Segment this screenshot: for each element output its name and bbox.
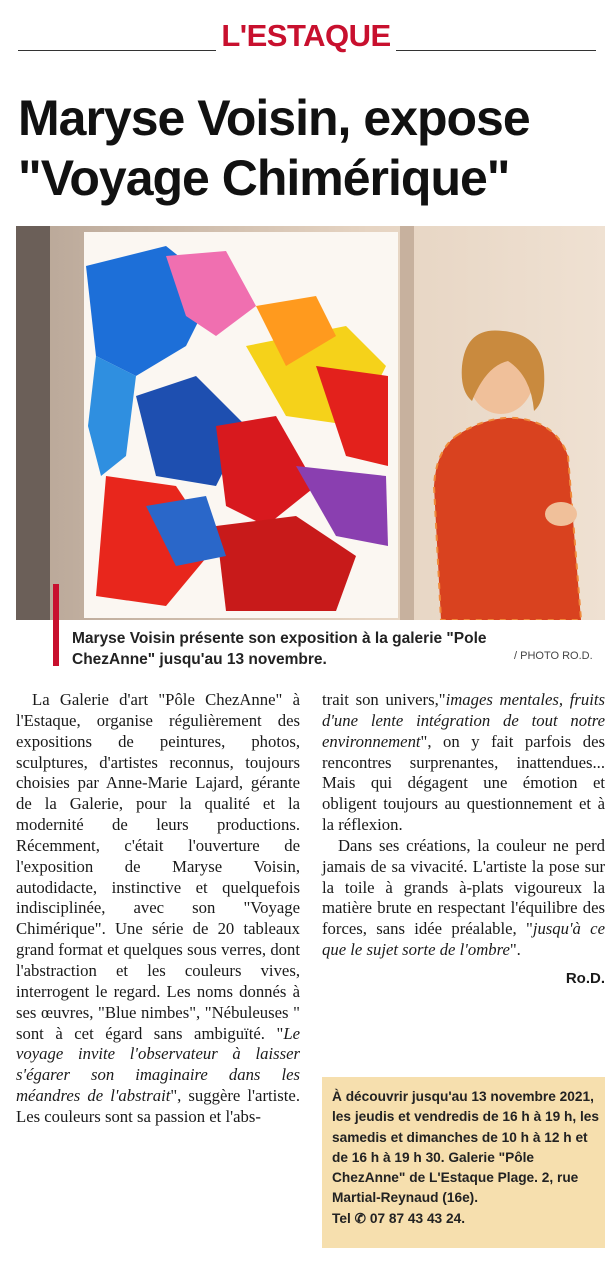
phone-icon: ✆ (354, 1210, 367, 1226)
col2-p2: Dans ses créations, la couleur ne perd jamais de sa vivacité. L'artiste la pose sur la toile à grands à-plats vigoureux la matière brute en respectant l'équilibre des forces, sans idée préalable, " (322, 835, 605, 939)
headline-line-1: Maryse Voisin, expose (18, 90, 530, 146)
info-text: À découvrir jusqu'au 13 novembre 2021, les jeudis et vendredis de 16 h à 19 h, les samedis et dimanches de 10 h à 12 h et de 16 h à 19 h 30. Galerie "Pôle ChezAnne" de L'Estaque Plage. 2, rue Martial-Reynaud (16e). (332, 1089, 600, 1206)
article-paragraph-1-cont (322, 690, 605, 836)
section-header (0, 18, 614, 68)
phone-number: 07 87 43 43 24. (369, 1210, 465, 1226)
tel-label: Tel (332, 1210, 351, 1226)
col1-end: ", suggère l'artiste. Les couleurs sont sa passion et l'abs- (16, 1086, 300, 1126)
photo-illustration (16, 226, 605, 620)
headline-line-2: "Voyage Chimérique" (18, 150, 510, 206)
col2-quote-2: jusqu'à ce que le sujet sorte de l'ombre (322, 919, 606, 960)
section-rule-left (18, 50, 216, 51)
section-title: L'ESTAQUE (221, 18, 391, 53)
col2-start: trait son univers," (322, 690, 446, 709)
signature: Ro.D. (565, 969, 605, 987)
col2-end: ". (509, 940, 521, 960)
article-photo (16, 226, 605, 620)
section-rule-right (396, 50, 596, 51)
headline (18, 88, 608, 208)
col1-text: La Galerie d'art "Pôle ChezAnne" à l'Estaque, organise régulièrement des expositions de peintures, photos, sculptures, d'artistes reconnus, toujours choisies par Anne-Marie Lajard, gérante de la Galerie, pour la qualité et la modernité de leurs productions. Récemment, c'était l'ouverture de l'exposition de Maryse Voisin, autodidacte, instinctive et quelquefois indisciplinée, avec son "Voyage Chimérique". Une série de 20 tableaux grand format et quelques sous verres, dont l'abstraction et les couleurs vives, interrogent le regard. Les noms donnés à ses œuvres, "Blue nimbes", "Nébuleuses " sont à cet égard sans ambiguïté. " (16, 690, 300, 1043)
article-column-1 (16, 690, 300, 1128)
col2-mid: ", on y fait parfois des rencontres surprenantes, inattendues... Mais qui dégagent une émotion et obligent toujours au questionnement et à la réflexion. (322, 731, 605, 835)
col2-quote: images mentales, fruits d'une lente intégration de tout notre environnement (322, 690, 605, 751)
info-text-block (332, 1087, 602, 1229)
photo-credit: / PHOTO RO.D. (514, 650, 593, 662)
article-column-2 (322, 690, 605, 990)
article-paragraph-1 (16, 690, 300, 1128)
info-box (322, 1077, 605, 1248)
photo-caption: Maryse Voisin présente son exposition à la galerie "Pole ChezAnne" jusqu'au 13 novembre. (72, 630, 487, 668)
caption-accent-bar (53, 584, 59, 666)
article-paragraph-2 (322, 836, 605, 961)
col1-quote: Le voyage invite l'observateur à laisser s'égarer son imaginaire dans les méandres de l'abstrait (16, 1023, 300, 1106)
